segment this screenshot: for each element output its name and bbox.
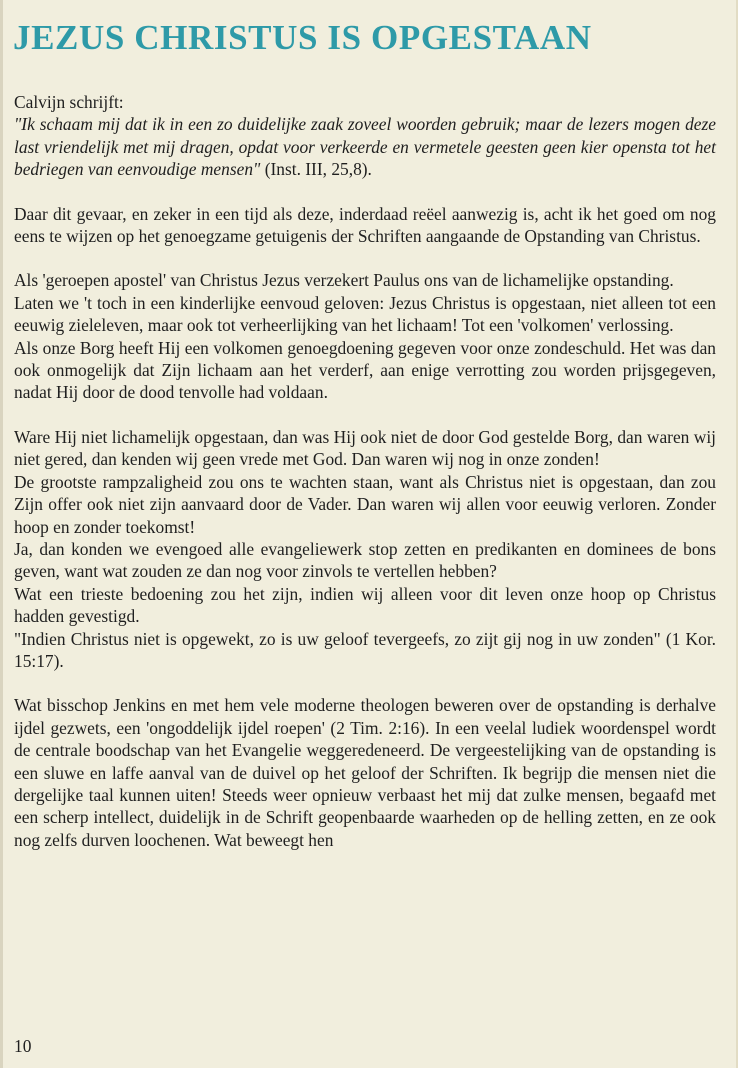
page-number: 10 bbox=[14, 1036, 32, 1056]
paragraph-evangeliewerk: Ja, dan konden we evengoed alle evangeliewerk stop zetten en predikanten en dominees de bons geven, want wat zouden ze dan nog voor zinvols te vertellen hebben? bbox=[14, 538, 716, 582]
paragraph-trieste: Wat een trieste bedoening zou het zijn, indien wij alleen voor dit leven onze hoop op Christus hadden gevestigd. bbox=[14, 583, 716, 627]
page-left-edge bbox=[0, 0, 3, 1068]
calvin-quote: "Ik schaam mij dat ik in een zo duidelijke zaak zoveel woorden gebruik; maar de lezers mogen deze last vriendelijk met mij dragen, opdat voor verkeerde en vermetele geesten geen kier opensta tot het bedriegen van eenvoudige mensen" bbox=[14, 114, 716, 180]
paragraph-ware-hij: Ware Hij niet lichamelijk opgestaan, dan was Hij ook niet de door God gestelde Borg, dan waren wij niet gered, dan kenden wij geen vrede met God. Dan waren wij nog in onze zonden! bbox=[14, 426, 716, 470]
paragraph-korinthe-quote: "Indien Christus niet is opgewekt, zo is uw geloof tevergeefs, zo zijt gij nog in uw zonden" (1 Kor. 15:17). bbox=[14, 628, 716, 671]
paragraph-jenkins: Wat bisschop Jenkins en met hem vele moderne theologen beweren over de opstanding is derhalve ijdel gezwets, een 'ongoddelijk ijdel roepen' (2 Tim. 2:16). In een veelal ludiek woordenspel wordt de centrale boodschap van het Evangelie weggeredeneerd. De vergeestelijking van de opstanding is een sluwe en laffe aanval van de duivel op het geloof der Schriften. Ik begrijp die mensen niet die dergelijke taal kunnen uiten! Steeds weer opnieuw verbaast het mij dat zulke mensen, begaafd met een scherp intellect, duidelijk in de Schrift geopenbaarde waarheden op de helling zetten, en ze ook nog zelfs durven loochenen. Wat beweegt hen bbox=[14, 695, 716, 850]
paragraph-rampzaligheid: De grootste rampzaligheid zou ons te wachten staan, want als Christus niet is opgestaan, dan zou Zijn offer ook niet zijn aanvaard door de Vader. Dan waren wij allen voor eeuwig verloren. Zonder hoop en zonder toekomst! bbox=[14, 471, 716, 537]
paragraph-borg: Als onze Borg heeft Hij een volkomen genoegdoening gegeven voor onze zondeschuld. Het was dan ook onmogelijk dat Zijn lichaam aan het verderf, aan enige verrotting zou worden prijsgegeven, nadat Hij door de dood tenvolle had voldaan. bbox=[14, 337, 716, 403]
paragraph-kinderlijk: Laten we 't toch in een kinderlijke eenvoud geloven: Jezus Christus is opgestaan, niet alleen tot een eeuwig zieleleven, maar ook tot verheerlijking van het lichaam! Tot een 'volkomen' verlossing. bbox=[14, 292, 716, 336]
calvin-intro: Calvijn schrijft: bbox=[14, 92, 124, 112]
paragraph-paulus: Als 'geroepen apostel' van Christus Jezus verzekert Paulus ons van de lichamelijke opstanding. bbox=[14, 270, 674, 291]
page-title: JEZUS CHRISTUS IS OPGESTAAN bbox=[13, 18, 592, 57]
calvin-reference: (Inst. III, 25,8). bbox=[260, 159, 372, 180]
article-body bbox=[14, 91, 716, 851]
calvin-quote-block bbox=[14, 113, 716, 180]
paragraph-danger: Daar dit gevaar, en zeker in een tijd als deze, inderdaad reëel aanwezig is, acht ik het goed om nog eens te wijzen op het genoegzame getuigenis der Schriften aangaande de Opstanding van Christus. bbox=[14, 203, 716, 247]
